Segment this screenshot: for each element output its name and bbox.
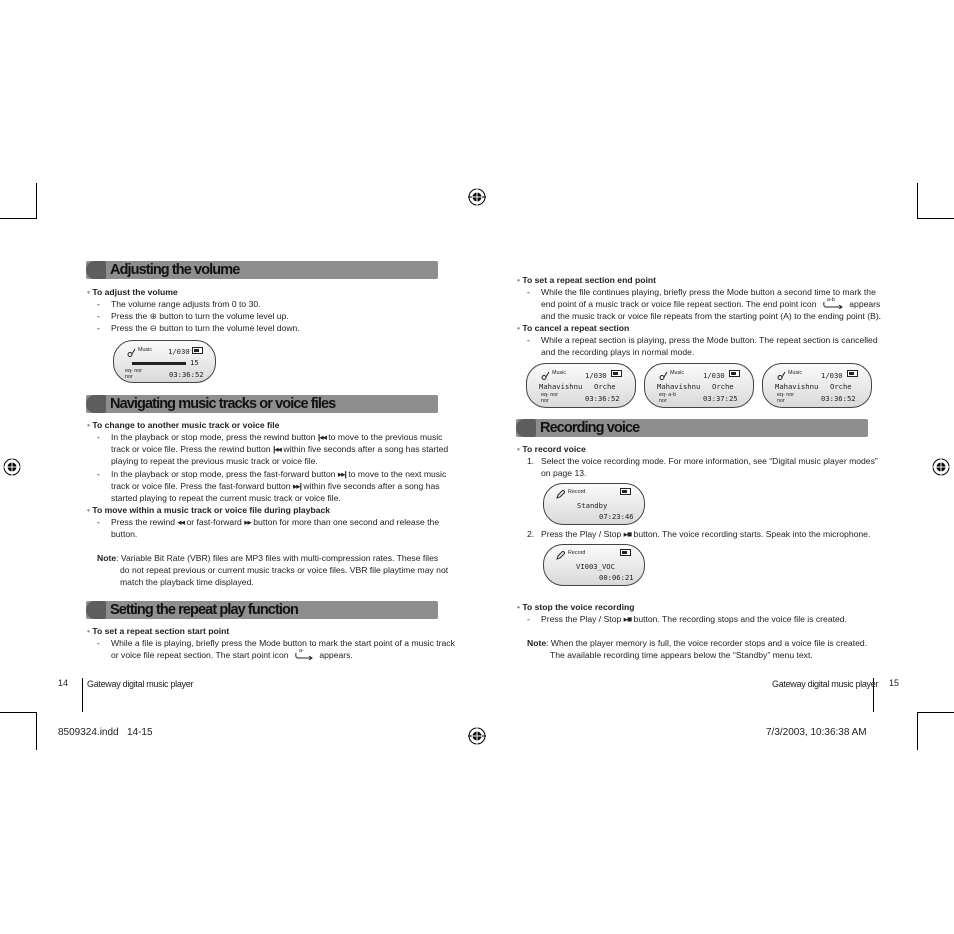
paragraph-line: In the playback or stop mode, press the fast-forward button ▸▸| to move to the next music bbox=[111, 469, 447, 479]
section-header-adjust-volume bbox=[86, 261, 438, 279]
paragraph-line: and the music track or voice file repeats from the starting point (A) to the ending point (B). bbox=[541, 311, 882, 321]
section-header-recording bbox=[516, 419, 868, 437]
paragraph-line: Press the Play / Stop ▸■ button. The voice recording starts. Speak into the microphone. bbox=[541, 529, 871, 539]
repeat-end-icon: a-b bbox=[822, 299, 844, 309]
registration-mark-icon bbox=[468, 188, 486, 206]
slug-file-name: 8509324.indd 14-15 bbox=[58, 727, 153, 738]
paragraph-line: on page 13. bbox=[541, 468, 587, 478]
paragraph-line: While a file is playing, briefly press the Mode button to mark the start point of a music track bbox=[111, 638, 455, 648]
list-item: Press the ⊕ button to turn the volume level up. bbox=[111, 311, 289, 321]
paragraph-line: track or voice file. Press the rewind button |◂◂ within five seconds after a song has started bbox=[111, 444, 449, 454]
record-pen-icon bbox=[556, 490, 565, 499]
list-item: The volume range adjusts from 0 to 30. bbox=[111, 299, 261, 309]
lcd-display-music-2: Music 1/030 Mahavishnu Orche eq- a-b nor 03:37:25 bbox=[644, 363, 754, 408]
note-line: match the playback time displayed. bbox=[120, 577, 254, 587]
paragraph-line: or voice file repeat section. The start point icon a- appears. bbox=[111, 648, 353, 660]
music-note-icon bbox=[541, 371, 550, 380]
volume-bar bbox=[132, 362, 186, 365]
subheading-repeat-end: • To set a repeat section end point bbox=[517, 275, 656, 285]
section-title: Recording voice bbox=[540, 420, 640, 436]
subheading-cancel-repeat: • To cancel a repeat section bbox=[517, 323, 630, 333]
paragraph-line: button. bbox=[111, 529, 138, 539]
registration-mark-icon bbox=[468, 727, 486, 745]
page-number-right: 15 bbox=[889, 678, 900, 688]
note-line: Note: When the player memory is full, the voice recorder stops and a voice file is created. bbox=[527, 638, 868, 648]
paragraph-line: Press the Play / Stop ▸■ button. The recording stops and the voice file is created. bbox=[541, 614, 847, 624]
section-title: Setting the repeat play function bbox=[110, 602, 298, 618]
rewind-icon: |◂◂ bbox=[272, 444, 281, 454]
lcd-display-record-active: Record VI003_VOC 00:06:21 bbox=[543, 544, 645, 586]
battery-icon bbox=[620, 488, 631, 495]
fast-forward-icon: ▸▸| bbox=[337, 469, 346, 479]
paragraph-line: track or voice file. Press the fast-forward button ▸▸| within five seconds after a song has bbox=[111, 481, 440, 491]
rewind-icon: |◂◂ bbox=[317, 432, 326, 442]
subheading-record-voice: • To record voice bbox=[517, 444, 586, 454]
lcd-display-music-1: Music 1/030 Mahavishnu Orche eq- nor nor 03:36:52 bbox=[526, 363, 636, 408]
music-note-icon bbox=[777, 371, 786, 380]
lcd-display-record-standby: Record Standby 07:23:46 bbox=[543, 483, 645, 525]
paragraph-line: end point of a music track or voice file repeat section. The end point icon a-b appears bbox=[541, 297, 881, 309]
subheading-move-within: • To move within a music track or voice file during playback bbox=[87, 505, 331, 515]
slug-timestamp: 7/3/2003, 10:36:38 AM bbox=[766, 727, 867, 738]
page-number-left: 14 bbox=[58, 678, 69, 688]
subheading-change-track: • To change to another music track or voice file bbox=[87, 420, 280, 430]
subheading-stop-recording: • To stop the voice recording bbox=[517, 602, 635, 612]
note-line: do not repeat previous or current music tracks or voice files. VBR file playtime may not bbox=[120, 565, 449, 575]
footer-text-right: Gateway digital music player bbox=[772, 679, 879, 689]
footer-text-left: Gateway digital music player bbox=[87, 679, 194, 689]
lcd-display-music-3: Music 1/030 Mahavishnu Orche eq- nor nor 03:36:52 bbox=[762, 363, 872, 408]
record-pen-icon bbox=[556, 551, 565, 560]
note-line: Note: Variable Bit Rate (VBR) files are MP3 files with multi-compression rates. These files bbox=[97, 553, 439, 563]
paragraph-line: Press the rewind ◂◂ or fast-forward ▸▸ button for more than one second and release the bbox=[111, 517, 440, 527]
battery-icon bbox=[729, 370, 740, 377]
section-title: Adjusting the volume bbox=[110, 262, 240, 278]
fast-forward-icon: ▸▸ bbox=[244, 517, 251, 527]
play-stop-icon: ▸■ bbox=[623, 614, 632, 624]
paragraph-line: While a repeat section is playing, press the Mode button. The repeat section is cancelled bbox=[541, 335, 878, 345]
lcd-display-volume: Music 1/030 15 eq- nor nor 03:36:52 bbox=[113, 340, 216, 383]
music-note-icon bbox=[659, 371, 668, 380]
fast-forward-icon: ▸▸| bbox=[292, 481, 302, 491]
subheading-repeat-start: • To set a repeat section start point bbox=[87, 626, 230, 636]
paragraph-line: started playing to repeat the current music track or voice file. bbox=[111, 493, 341, 503]
section-title: Navigating music tracks or voice files bbox=[110, 396, 336, 412]
play-stop-icon: ▸■ bbox=[623, 529, 632, 539]
section-header-navigating bbox=[86, 395, 438, 413]
paragraph-line: playing to repeat the previous music track or voice file. bbox=[111, 456, 318, 466]
registration-mark-icon bbox=[3, 458, 21, 476]
battery-icon bbox=[611, 370, 622, 377]
paragraph-line: Select the voice recording mode. For more information, see “Digital music player modes” bbox=[541, 456, 878, 466]
repeat-start-icon: a- bbox=[294, 650, 314, 660]
section-header-repeat bbox=[86, 601, 438, 619]
battery-icon bbox=[847, 370, 858, 377]
battery-icon bbox=[620, 549, 631, 556]
subheading-adjust-volume: • To adjust the volume bbox=[87, 287, 178, 297]
paragraph-line: While the file continues playing, briefly press the Mode button a second time to mark the bbox=[541, 287, 876, 297]
note-line: The available recording time appears below the “Standby” menu text. bbox=[550, 650, 813, 660]
rewind-icon: ◂◂ bbox=[177, 517, 185, 527]
paragraph-line: and the recording plays in normal mode. bbox=[541, 347, 695, 357]
battery-icon bbox=[192, 347, 203, 354]
registration-mark-icon bbox=[932, 458, 950, 476]
list-item: Press the ⊖ button to turn the volume level down. bbox=[111, 323, 300, 333]
paragraph-line: In the playback or stop mode, press the rewind button |◂◂ to move to the previous music bbox=[111, 432, 443, 442]
music-note-icon bbox=[127, 348, 136, 357]
